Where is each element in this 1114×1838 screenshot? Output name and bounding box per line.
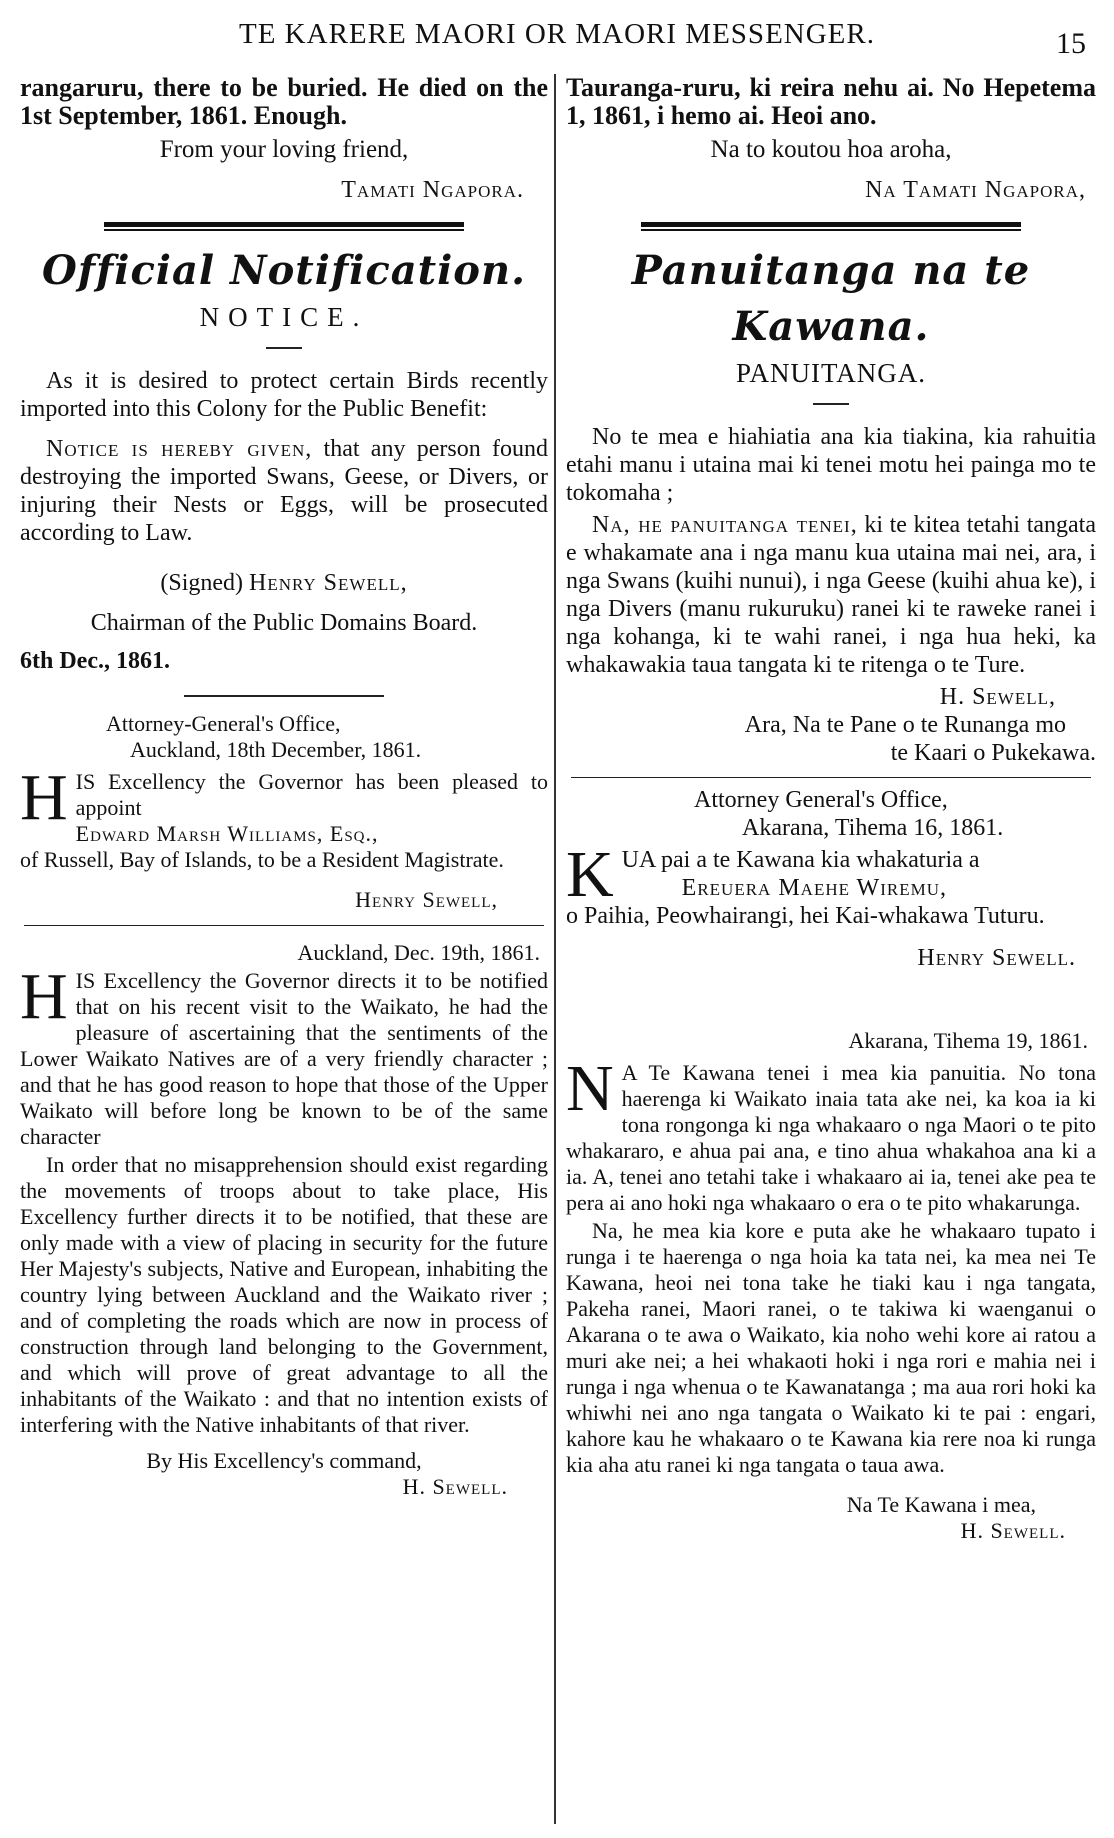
- section-rule: [641, 222, 1021, 231]
- final-signature: H. Sewell.: [402, 1474, 508, 1499]
- appointment-text-2: of Russell, Bay of Islands, to be a Resident Magistrate.: [20, 847, 504, 872]
- dropcap-n: N: [566, 1052, 614, 1125]
- column-divider: [554, 74, 556, 1824]
- appointment-signature: Henry Sewell,: [355, 887, 498, 912]
- governor-notice: [20, 960, 548, 1150]
- command-line: By His Excellency's command,: [146, 1448, 422, 1473]
- attorney-office: Attorney General's Office,: [694, 787, 948, 813]
- section-rule-2: [184, 695, 384, 697]
- signed-name: Henry Sewell,: [249, 570, 408, 596]
- attorney-office: Attorney-General's Office,: [106, 711, 341, 736]
- section-rule-2: [571, 777, 1091, 778]
- chairman-title: Chairman of the Public Domains Board.: [90, 610, 478, 636]
- panui-paragraph-1: No te mea e hiahiatia ana kia tiakina, kia rahuitia etahi manu i utaina mai ki tenei motu hei painga mo te tokomaha ;: [566, 424, 1096, 506]
- panui-sig-3: te Kaari o Pukekawa.: [890, 740, 1096, 766]
- english-intro: rangaruru, there to be buried. He died on the 1st September, 1861. Enough.: [20, 73, 548, 130]
- english-closing: From your loving friend,: [159, 136, 409, 163]
- panui-caps: Na, he panuitanga tenei,: [592, 512, 858, 538]
- appointee-name: Ereuera Maehe Wiremu,: [681, 875, 947, 901]
- short-rule: [266, 347, 302, 349]
- final-signature: H. Sewell.: [960, 1518, 1066, 1543]
- notice-paragraph-1: As it is desired to protect certain Birds recently imported into this Colony for the Public Benefit:: [20, 368, 548, 422]
- governor-paragraph-1: A Te Kawana tenei i mea kia panuitia. No tona haerenga ki Waikato inaia tata ake nei, ka koa ia ki tona rongonga ki nga whakaaro o nga Maori o te pito whakararo, e ahua pai ana, e tino ahua whakahoa ana ki a ia. A, tenei ano tetahi take i whakaaro ai ia, tenei ake pea te pera ai ano hoki nga whakaaro o era o te pito whakarunga.: [566, 1060, 1096, 1215]
- governor-notice: [566, 1052, 1096, 1216]
- official-notification-title: Official Notification.: [42, 247, 526, 294]
- panui-sig-2: Ara, Na te Pane o te Runanga mo: [744, 712, 1066, 738]
- page-header: TE KARERE MAORI OR MAORI MESSENGER.: [239, 18, 875, 50]
- maori-signature: Na Tamati Ngapora,: [865, 177, 1086, 203]
- signed-line: [20, 569, 548, 597]
- governor-paragraph-1: IS Excellency the Governor directs it to be notified that on his recent visit to the Waikato, he had the pleasure of ascertaining that the sentiments of the Lower Waikato Natives are of a very friendly character ; and that he has good reason to hope that those of the Upper Waikato will before long be known to be of the same character: [20, 968, 548, 1149]
- appointee-name: Edward Marsh Williams, Esq.,: [75, 821, 379, 846]
- short-rule: [813, 403, 849, 405]
- maori-intro: Tauranga-ruru, ki reira nehu ai. No Hepetema 1, 1861, i hemo ai. Heoi ano.: [566, 73, 1096, 130]
- notice-heading: NOTICE.: [199, 302, 369, 332]
- appointment-signature: Henry Sewell.: [917, 945, 1076, 971]
- appointment-text-1: UA pai a te Kawana kia whakaturia a: [621, 847, 980, 873]
- panui-paragraph-2: [566, 511, 1096, 679]
- panui-sig-1: H. Sewell,: [939, 684, 1056, 710]
- appointment-text-1: IS Excellency the Governor has been pleased to appoint: [75, 769, 548, 820]
- section-rule-3: [24, 925, 544, 926]
- governor-paragraph-2: Na, he mea kia kore e puta ake he whakaaro tupato i runga i te haerenga o nga hoia ka tata nei, ka mea nei Te Kawana, heoi nei tona take he tiaki kau i nga tangata, Pakeha ranei, Maori ranei, o te takiwa ki waenganui o Akarana o te awa o Waikato, kia noho wehi kore ai ratou a muri ake nei; a hei whakaoti hoki i nga rori e mahia nei i runga i nga whenua o te Kawanatanga ; ma aua rori hoki ka whiwhi nei ano nga tangata o Waikato ki te pai : engari, kahore kau he whakaaro o te Kawana kia rere noa ki runga kia aha atu ranei ki nga tangata o taua awa.: [566, 1218, 1096, 1477]
- attorney-office-date: Akarana, Tihema 16, 1861.: [742, 815, 1004, 841]
- dropcap-k: K: [566, 838, 614, 911]
- notice-paragraph-2: [20, 435, 548, 547]
- auckland-date: Auckland, Dec. 19th, 1861.: [297, 940, 540, 965]
- panuitanga-title: Panuitanga na te Kawana.: [631, 247, 1031, 350]
- signed-prefix: (Signed): [160, 570, 250, 596]
- notice-date: 6th Dec., 1861.: [20, 648, 170, 674]
- notice-caps: Notice is hereby given,: [46, 436, 313, 462]
- dropcap-h: H: [20, 761, 68, 834]
- notice-body: that any person found destroying the imported Swans, Geese, or Divers, or injuring their Nests or Eggs, will be prosecuted according to Law.: [20, 436, 548, 546]
- english-column: [20, 74, 548, 1500]
- governor-paragraph-2: In order that no misapprehension should exist regarding the movements of troops about to take place, His Excellency further directs it to be notified, that these are only made with a view of placing in security for the future Her Majesty's subjects, Native and European, inhabiting the country lying between Auckland and the Waikato river ; and of completing the roads which are now in process of construction through land belonging to the Government, and which will prove of great advantage to all the inhabitants of the Waikato : and that no intention exists of interfering with the Native inhabitants of that river.: [20, 1152, 548, 1437]
- akarana-date: Akarana, Tihema 19, 1861.: [848, 1028, 1088, 1053]
- section-rule: [104, 222, 464, 231]
- page-number: 15: [1056, 27, 1086, 60]
- command-line: Na Te Kawana i mea,: [846, 1492, 1036, 1517]
- panui-body: ki te kitea tetahi tangata e whakamate ana i nga manu kua utaina mai nei, ara, i nga Swans (kuihi nunui), i nga Geese (kuihi ahua ke), i nga Divers (manu rukuruku) ranei ki te raweke ranei i nga kohanga, ki te wahi ranei, i nga hua heki, ka whakawakia taua tangata ki te ritenga o te Ture.: [566, 512, 1096, 678]
- dropcap-h-2: H: [20, 960, 68, 1033]
- english-signature: Tamati Ngapora.: [341, 177, 524, 203]
- appointment-notice: [566, 838, 1096, 930]
- appointment-text-2: o Paihia, Peowhairangi, hei Kai-whakawa Tuturu.: [566, 903, 1045, 929]
- maori-closing: Na to koutou hoa aroha,: [710, 136, 952, 163]
- maori-column: [566, 74, 1096, 1544]
- attorney-office-date: Auckland, 18th December, 1861.: [130, 737, 422, 762]
- panuitanga-heading: PANUITANGA.: [735, 358, 927, 388]
- appointment-notice: [20, 761, 548, 873]
